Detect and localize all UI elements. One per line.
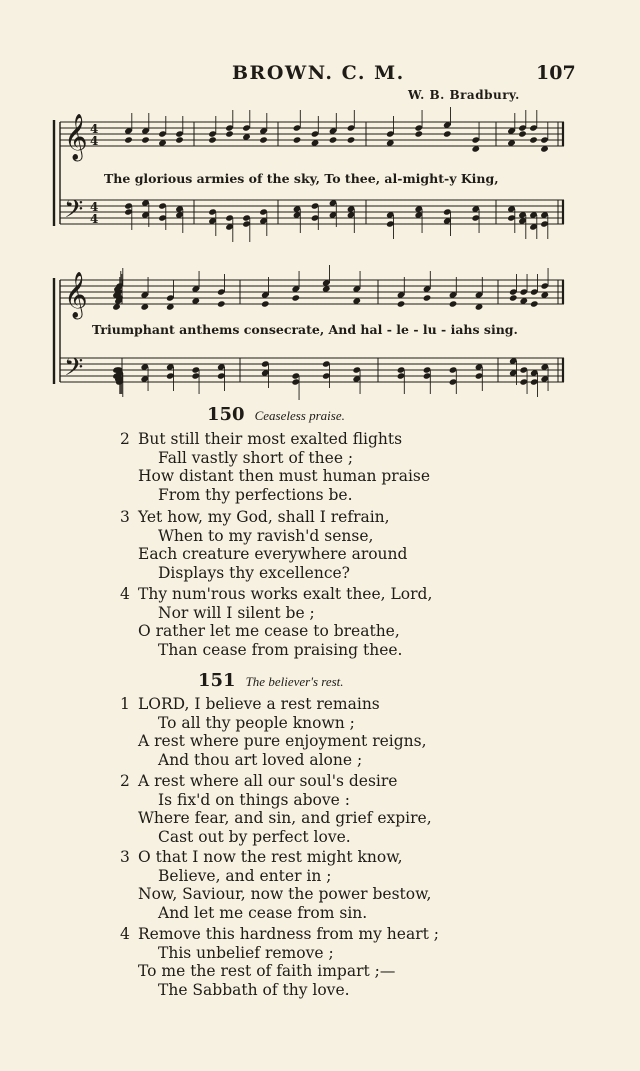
stanza-line: From thy perfections be.: [158, 485, 353, 504]
stanza-line: Cast out by perfect love.: [158, 827, 351, 846]
stanza-line: [120, 430, 590, 449]
verse-text: O that I now the rest might know,: [138, 848, 403, 866]
svg-text:4: 4: [90, 200, 99, 214]
stanza-line: When to my ravish'd sense,: [158, 526, 374, 545]
stanza-line: The Sabbath of thy love.: [158, 980, 350, 999]
stanza-line: [120, 695, 590, 714]
stanza-line: Now, Saviour, now the power bestow,: [138, 885, 432, 904]
svg-text:4: 4: [90, 212, 99, 226]
stanza-line: To me the rest of faith impart ;—: [138, 962, 396, 981]
verse-text: LORD, I believe a rest remains: [138, 695, 380, 713]
stanza: [120, 848, 590, 922]
hymn-topic: The believer's rest.: [245, 674, 344, 689]
hymn-number: 151: [198, 670, 236, 691]
stanza-number: 3: [120, 508, 130, 526]
stanza-line: A rest where pure enjoyment reigns,: [138, 732, 427, 751]
stanza-line: How distant then must human praise: [138, 467, 431, 486]
stanza: [120, 772, 590, 846]
hymn-number: 150: [207, 404, 245, 425]
composer-credit: W. B. Bradbury.: [408, 88, 520, 102]
stanza-line: [120, 925, 590, 944]
stanza-line: O rather let me cease to breathe,: [138, 622, 400, 641]
stanza-number: 4: [120, 585, 130, 603]
verse-text: A rest where all our soul's desire: [138, 772, 398, 790]
stanza-line: Displays thy excellence?: [158, 563, 350, 582]
stanza-line: Is fix'd on things above :: [158, 790, 350, 809]
stanza: [120, 430, 590, 504]
stanza: [120, 925, 590, 999]
stanza-line: This unbelief remove ;: [158, 943, 334, 962]
page-number: 107: [536, 62, 576, 84]
stanza-line: Believe, and enter in ;: [158, 866, 332, 885]
stanza-line: And thou art loved alone ;: [158, 750, 363, 769]
stanza: [120, 695, 590, 769]
hymn-heading: [198, 670, 344, 691]
verse-text: But still their most exalted flights: [138, 430, 403, 448]
svg-text:𝄞: 𝄞: [64, 114, 88, 160]
lyric-line-2: Triumphant anthems consecrate, And hal - le - lu - iahs sing.: [92, 322, 518, 337]
stanza-line: Than cease from praising thee.: [158, 640, 403, 659]
stanza: [120, 508, 590, 582]
tune-title: BROWN. C. M.: [232, 62, 405, 84]
svg-text:𝄞: 𝄞: [64, 272, 88, 318]
hymn-heading: [207, 404, 345, 425]
verse-text: Yet how, my God, shall I refrain,: [138, 508, 390, 526]
music-system-2: [52, 262, 570, 410]
stanza-line: And let me cease from sin.: [158, 903, 368, 922]
verse-text: Thy num'rous works exalt thee, Lord,: [138, 585, 433, 603]
svg-text:4: 4: [90, 122, 99, 136]
stanza-number: 4: [120, 925, 130, 943]
stanza-line: To all thy people known ;: [158, 713, 355, 732]
stanza-line: Each creature everywhere around: [138, 545, 408, 564]
stanza-number: 2: [120, 430, 130, 448]
svg-text:4: 4: [90, 134, 99, 148]
stanza-line: Nor will I silent be ;: [158, 603, 315, 622]
stanza-number: 2: [120, 772, 130, 790]
stanza: [120, 585, 590, 659]
stanza-number: 1: [120, 695, 130, 713]
stanza-line: Fall vastly short of thee ;: [158, 448, 354, 467]
lyric-line-1: The glorious armies of the sky, To thee, al-might-y King,: [104, 171, 499, 186]
stanza-line: [120, 848, 590, 867]
music-system-1: [52, 104, 570, 252]
stanza-line: Where fear, and sin, and grief expire,: [138, 809, 432, 828]
hymn-topic: Ceaseless praise.: [254, 408, 345, 423]
svg-text:𝄢: 𝄢: [64, 353, 84, 388]
svg-text:𝄢: 𝄢: [64, 195, 84, 230]
stanza-line: [120, 508, 590, 527]
stanza-line: [120, 772, 590, 791]
stanza-number: 3: [120, 848, 130, 866]
stanza-line: [120, 585, 590, 604]
verse-text: Remove this hardness from my heart ;: [138, 925, 439, 943]
